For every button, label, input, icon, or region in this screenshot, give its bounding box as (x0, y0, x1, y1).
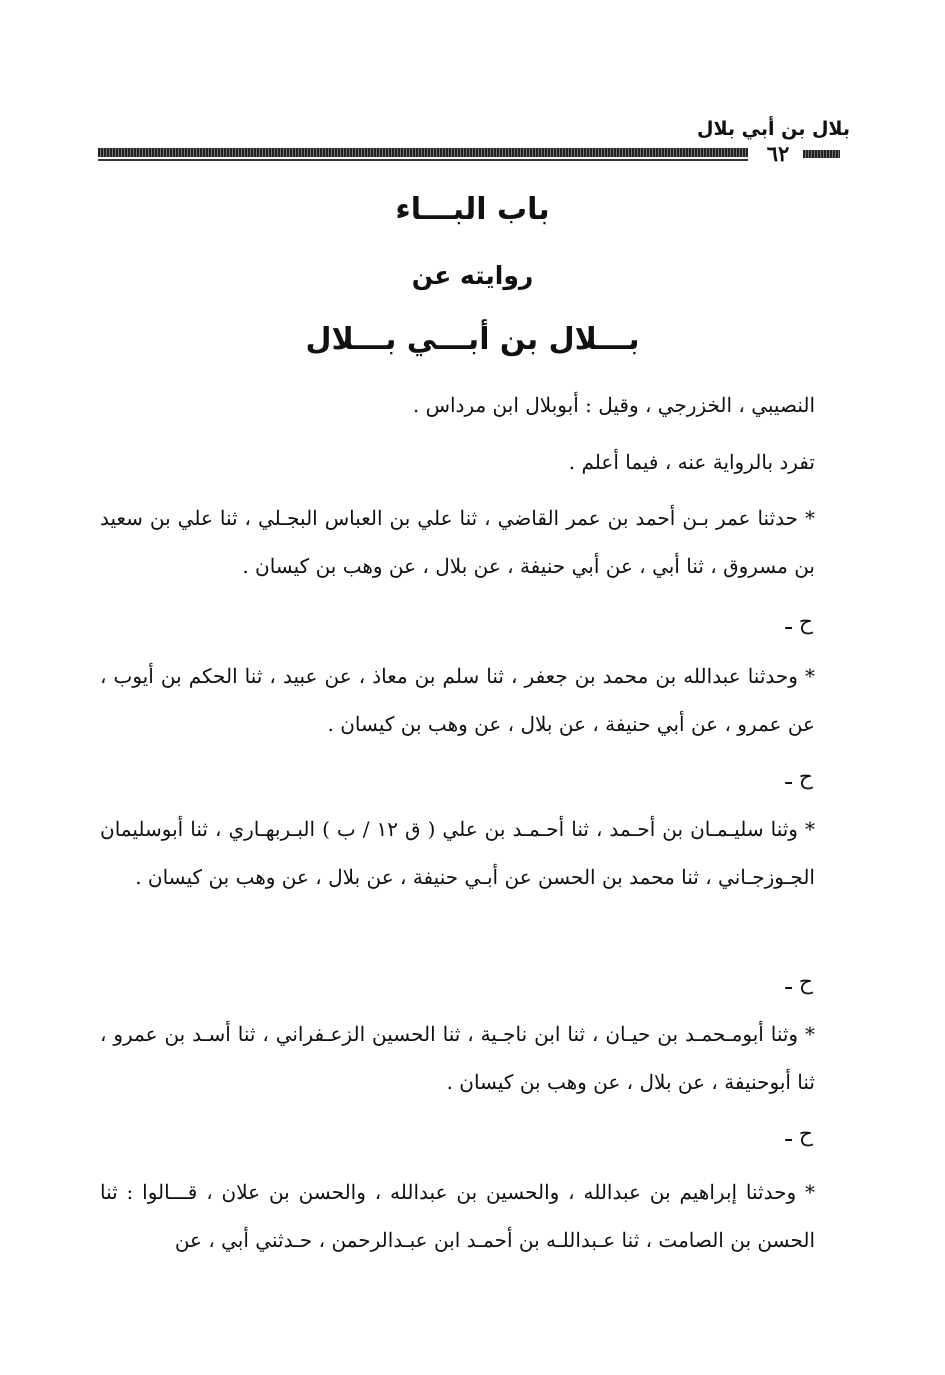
paragraph-2: * وحدثنا عبدالله بن محمد بن جعفر ، ثنا سلم بن معاذ ، عن عبيد ، ثنا الحكم بن أيوب ، عن عمرو ، عن أبي حنيفة ، عن بلال ، عن وهب بن كيسان . (100, 664, 815, 736)
separator-1: ح ـ (785, 610, 813, 635)
separator-3: ح ـ (785, 970, 813, 995)
separator-4: ح ـ (785, 1122, 813, 1147)
page-number: ٦٢ (766, 141, 790, 166)
paragraph-3: * وثنا سليـمـان بن أحـمد ، ثنا أحـمـد بن علي ( ق ١٢ / ب ) البـربهـاري ، ثنا أبوسليمان الجـوزجـاني ، ثنا محمد بن الحسن عن أبـي حنيفة ، عن بلال ، عن وهب بن كيسان . (100, 817, 815, 889)
section-title: روايته عن (411, 261, 534, 290)
running-title: بلال بن أبي بلال (696, 118, 850, 140)
intro-line-2: تفرد بالرواية عنه ، فيما أعلم . (568, 450, 815, 474)
paragraph-5: * وحدثنا إبراهيم بن عبدالله ، والحسين بن عبدالله ، والحسن بن علان ، قـــالوا : ثنا الحسن بن الصامت ، ثنا عـبداللـه بن أحمـد ابن عبـدالرحمن ، حـدثني أبي ، عن (100, 1180, 815, 1252)
separator-2: ح ـ (785, 765, 813, 790)
page-number-bar (803, 150, 840, 158)
paragraph-1: * حدثنا عمر بـن أحمد بن عمر القاضي ، ثنا علي بن العباس البجـلي ، ثنا علي بن سعيد بن مسروق ، ثنا أبي ، عن أبي حنيفة ، عن بلال ، عن وهب بن كيسان . (100, 506, 815, 578)
chapter-title: باب البـــاء (395, 192, 550, 227)
header-rule-thin (98, 159, 748, 161)
intro-line-1: النصيبي ، الخزرجي ، وقيل : أبوبلال ابن مرداس . (412, 393, 815, 417)
narrator-name: بـــلال بن أبـــي بـــلال (305, 322, 640, 357)
paragraph-4: * وثنا أبومـحمـد بن حيـان ، ثنا ابن ناجـية ، ثنا الحسين الزعـفراني ، ثنا أسـد بن عمرو ، ثنا أبوحنيفة ، عن بلال ، عن وهب بن كيسان . (100, 1022, 815, 1094)
header-rule (98, 148, 748, 157)
